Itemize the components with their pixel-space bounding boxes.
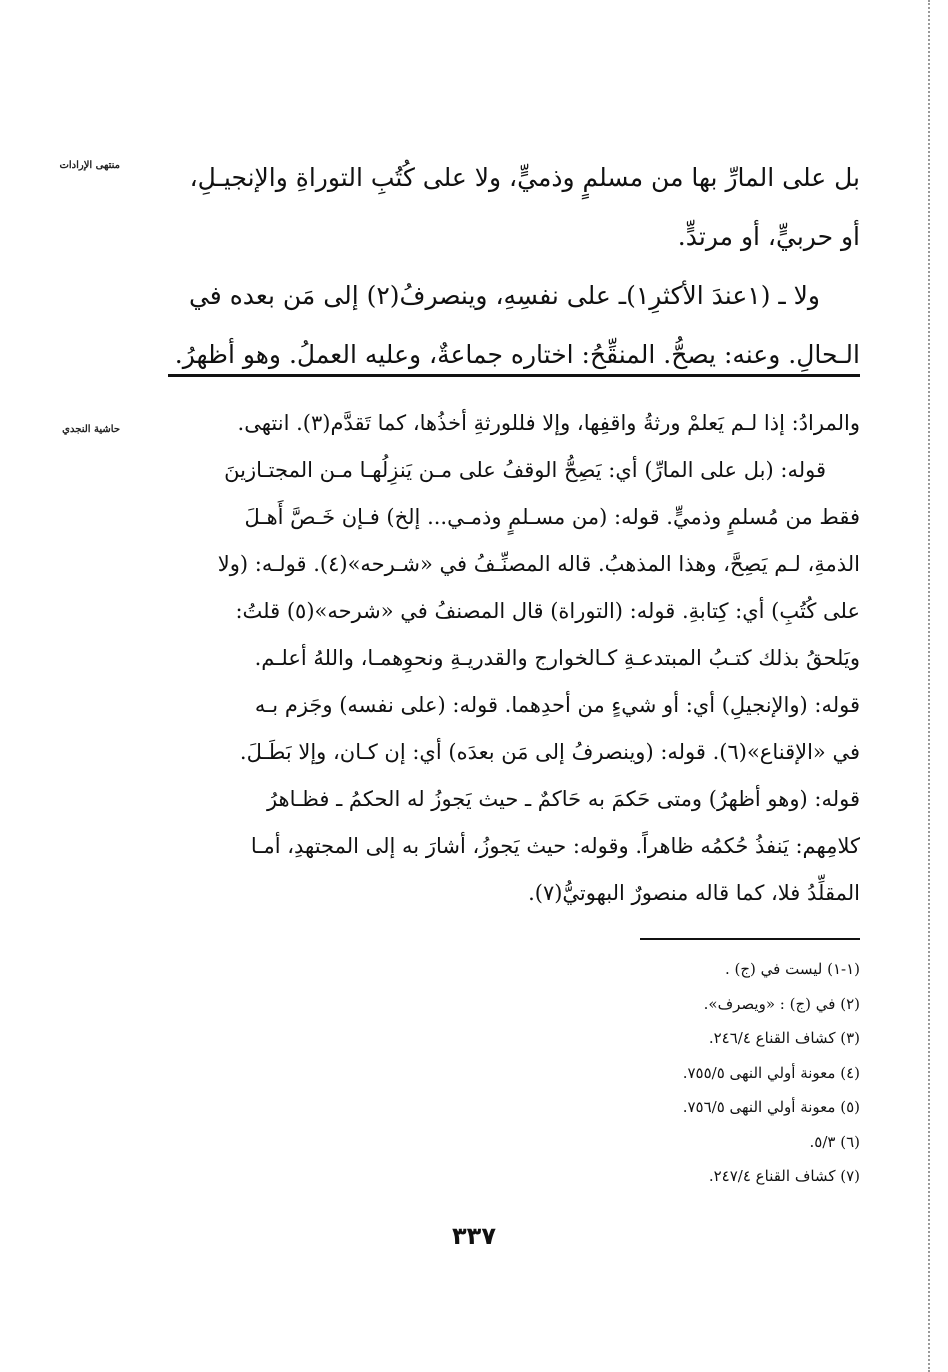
- hashiya-line: ويَلحقُ بذلك كتـبُ المبتدعـةِ كـالخوارج والقدريـةِ ونحوِهمـا، واللهُ أعلـم.: [254, 646, 860, 670]
- hashiya-line: قوله: (والإنجيلِ) أي: أو شيءٍ من أحدِهما. قوله: (على نفسه) وجَزم بـه: [254, 693, 860, 717]
- main-text-line: أو حربيٍّ، أو مرتدٍّ.: [677, 222, 860, 251]
- footnote-item: (١-١) ليست في (ج) .: [724, 960, 860, 978]
- page-number: ٣٣٧: [452, 1222, 496, 1250]
- page-edge-dots: [928, 0, 930, 1372]
- hashiya-line: قوله: (بل على المارِّ) أي: يَصِحُّ الوقفُ على مـن يَنزِلُهـا مـن المجتـازينَ: [224, 458, 826, 482]
- footnote-item: (٤) معونة أولي النهى ٧٥٥/٥.: [682, 1063, 860, 1082]
- footnote-item: (٧) كشاف القناع ٢٤٧/٤.: [708, 1167, 860, 1185]
- side-label-najdi: حاشية النجدي: [62, 424, 120, 435]
- hashiya-line: كلامِهم: يَنفذُ حُكمُه ظاهراً. وقوله: حيث يَجوزُ، أشارَ به إلى المجتهدِ، أمـا: [250, 834, 860, 858]
- main-text-line: الـحالِ. وعنه: يصحُّ. المنقِّحُ: اختاره جماعةٌ، وعليه العملُ. وهو أظهرُ.: [174, 340, 860, 369]
- main-text-divider: [168, 374, 860, 377]
- hashiya-line: والمرادُ: إذا لـم يَعلمْ ورثةُ واقفِها، وإلا فللورثةِ أخذُها، كما تَقدَّم(٣). انتهى.: [237, 411, 860, 435]
- footnote-item: (٣) كشاف القناع ٢٤٦/٤.: [708, 1029, 860, 1047]
- footnote-item: (٥) معونة أولي النهى ٧٥٦/٥.: [682, 1098, 860, 1116]
- footnote-item: (٢) في (ج) : «ويصرف».: [703, 994, 860, 1013]
- hashiya-line: في «الإقناع»(٦). قوله: (وينصرفُ إلى مَن بعدَه) أي: إن كـان، وإلا بَطَـلَ.: [239, 740, 860, 764]
- footnote-item: (٦) ٥/٣.: [809, 1132, 860, 1151]
- main-text: [160, 148, 860, 384]
- hashiya-line: المقلِّدُ فلا، كما قاله منصورٌ البهوتيُّ(٧).: [528, 881, 860, 905]
- hashiya-line: فقط من مُسلمٍ وذميٍّ. قوله: (من مسـلمٍ وذمـي... إلخ) فـإن خَـصَّ أَهـلَ: [244, 505, 860, 529]
- hashiya-line: الذمةِ، لـم يَصِحَّ، وهذا المذهبُ. قاله المصنِّـفُ في «شـرحه»(٤). قولـه: (ولا: [217, 552, 860, 576]
- main-text-line: بل على المارِّ بها من مسلمٍ وذميٍّ، ولا على كُتُبِ التوراةِ والإنجيـلِ،: [189, 163, 860, 192]
- main-text-line: ولا ـ (١عندَ الأكثرِ١)ـ على نفسِهِ، وينصرفُ(٢) إلى مَن بعده في: [188, 281, 820, 310]
- hashiya-text: [160, 400, 860, 917]
- hashiya-line: على كُتُبِ) أي: كِتابةِ. قوله: (التوراة) قال المصنفُ في «شرحه»(٥) قلتُ:: [235, 599, 860, 623]
- footnotes: [460, 952, 860, 1194]
- side-label-muntaha: منتهى الإرادات: [59, 160, 120, 171]
- footnote-divider: [640, 938, 860, 940]
- hashiya-line: قوله: (وهو أظهرُ) ومتى حَكمَ به حَاكمٌ ـ حيث يَجوزُ له الحكمُ ـ فظـاهرُ: [266, 787, 860, 811]
